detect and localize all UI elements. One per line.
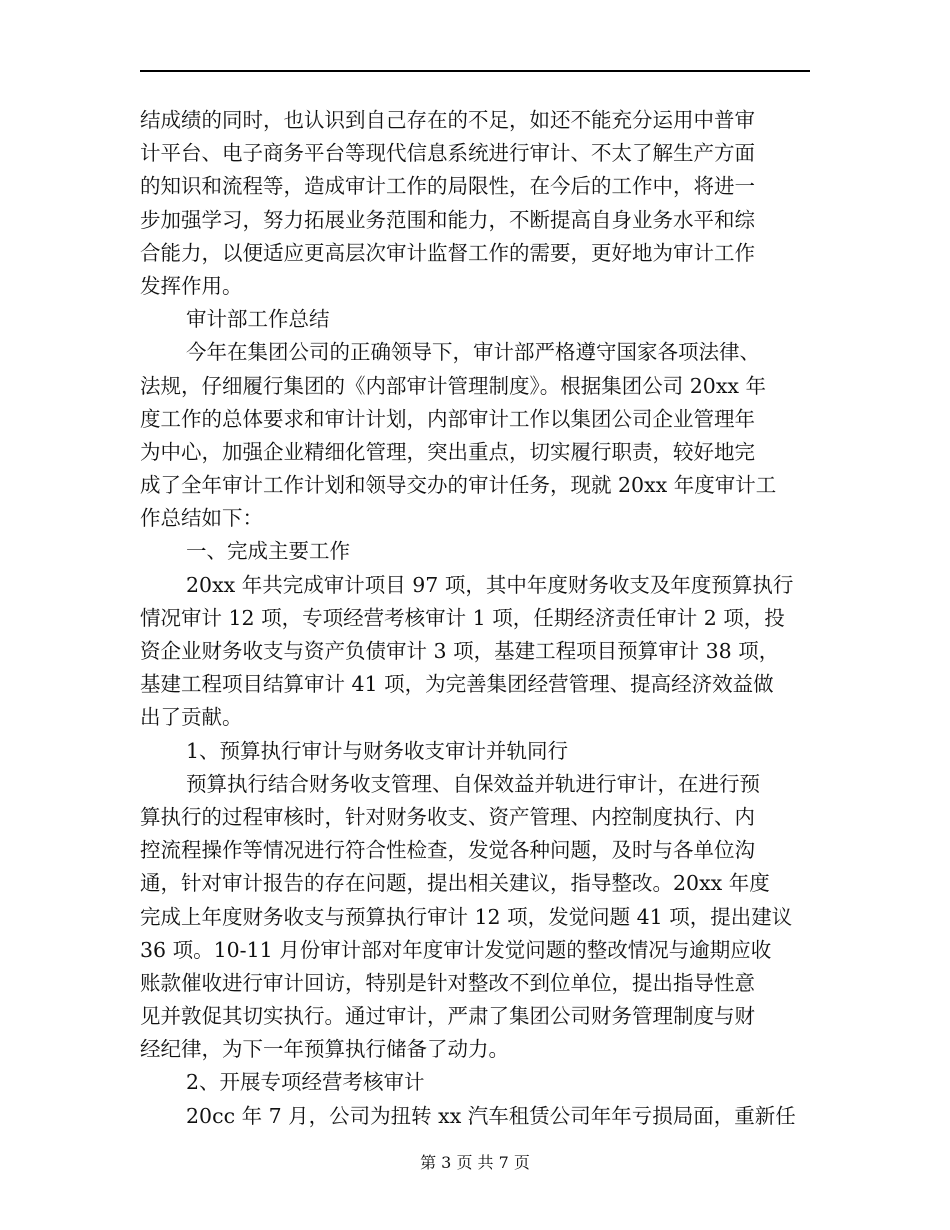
text-line: 控流程操作等情况进行符合性检查，发觉各种问题，及时与各单位沟 [140,838,755,863]
text-line: 今年在集团公司的正确领导下，审计部严格遵守国家各项法律、 [186,340,760,365]
header-rule [140,70,810,72]
text-line: 1、预算执行审计与财务收支审计并轨同行 [186,738,569,763]
text-line: 20cc 年 7 月，公司为扭转 xx 汽车租赁公司年年亏损局面，重新任 [186,1103,796,1128]
text-line: 成了全年审计工作计划和领导交办的审计任务，现就 20xx 年度审计工 [140,473,777,498]
text-line: 一、完成主要工作 [186,539,350,564]
text-line: 完成上年度财务收支与预算执行审计 12 项，发觉问题 41 项，提出建议 [140,904,793,929]
text-line: 的知识和流程等，造成审计工作的局限性，在今后的工作中，将进一 [140,174,755,199]
text-line: 计平台、电子商务平台等现代信息系统进行审计、不太了解生产方面 [140,141,755,166]
document-body [140,104,810,1133]
text-line: 发挥作用。 [140,273,243,298]
text-line: 合能力，以便适应更高层次审计监督工作的需要，更好地为审计工作 [140,240,755,265]
text-line: 情况审计 12 项，专项经营考核审计 1 项，任期经济责任审计 2 项，投 [140,605,785,630]
text-line: 算执行的过程审核时，针对财务收支、资产管理、内控制度执行、内 [140,804,755,829]
text-line: 法规，仔细履行集团的《内部审计管理制度》。根据集团公司 20xx 年 [140,373,766,398]
text-line: 作总结如下： [140,506,263,531]
text-line: 通，针对审计报告的存在问题，提出相关建议，指导整改。20xx 年度 [140,871,770,896]
text-line: 20xx 年共完成审计项目 97 项，其中年度财务收支及年度预算执行 [186,572,794,597]
text-line: 资企业财务收支与资产负债审计 3 项，基建工程项目预算审计 38 项， [140,639,780,663]
text-line: 度工作的总体要求和审计计划，内部审计工作以集团公司企业管理年 [140,406,755,431]
text-line: 结成绩的同时，也认识到自己存在的不足，如还不能充分运用中普审 [140,108,755,132]
page-footer: 第 3 页 共 7 页 [420,1153,530,1172]
text-line: 预算执行结合财务收支管理、自保效益并轨进行审计，在进行预 [186,771,760,796]
text-line: 为中心，加强企业精细化管理，突出重点，切实履行职责，较好地完 [140,439,755,464]
text-line: 2、开展专项经营考核审计 [186,1070,425,1095]
text-line: 经纪律，为下一年预算执行储备了动力。 [140,1037,509,1062]
text-line: 基建工程项目结算审计 41 项，为完善集团经营管理、提高经济效益做 [140,672,774,697]
text-line: 出了贡献。 [140,705,243,730]
text-line: 步加强学习，努力拓展业务范围和能力，不断提高自身业务水平和综 [140,207,755,232]
text-line: 36 项。10-11 月份审计部对年度审计发觉问题的整改情况与逾期应收 [140,937,772,962]
text-line: 审计部工作总结 [186,307,330,332]
text-line: 见并敦促其切实执行。通过审计，严肃了集团公司财务管理制度与财 [140,1004,755,1029]
text-line: 账款催收进行审计回访，特别是针对整改不到位单位，提出指导性意 [140,970,755,995]
